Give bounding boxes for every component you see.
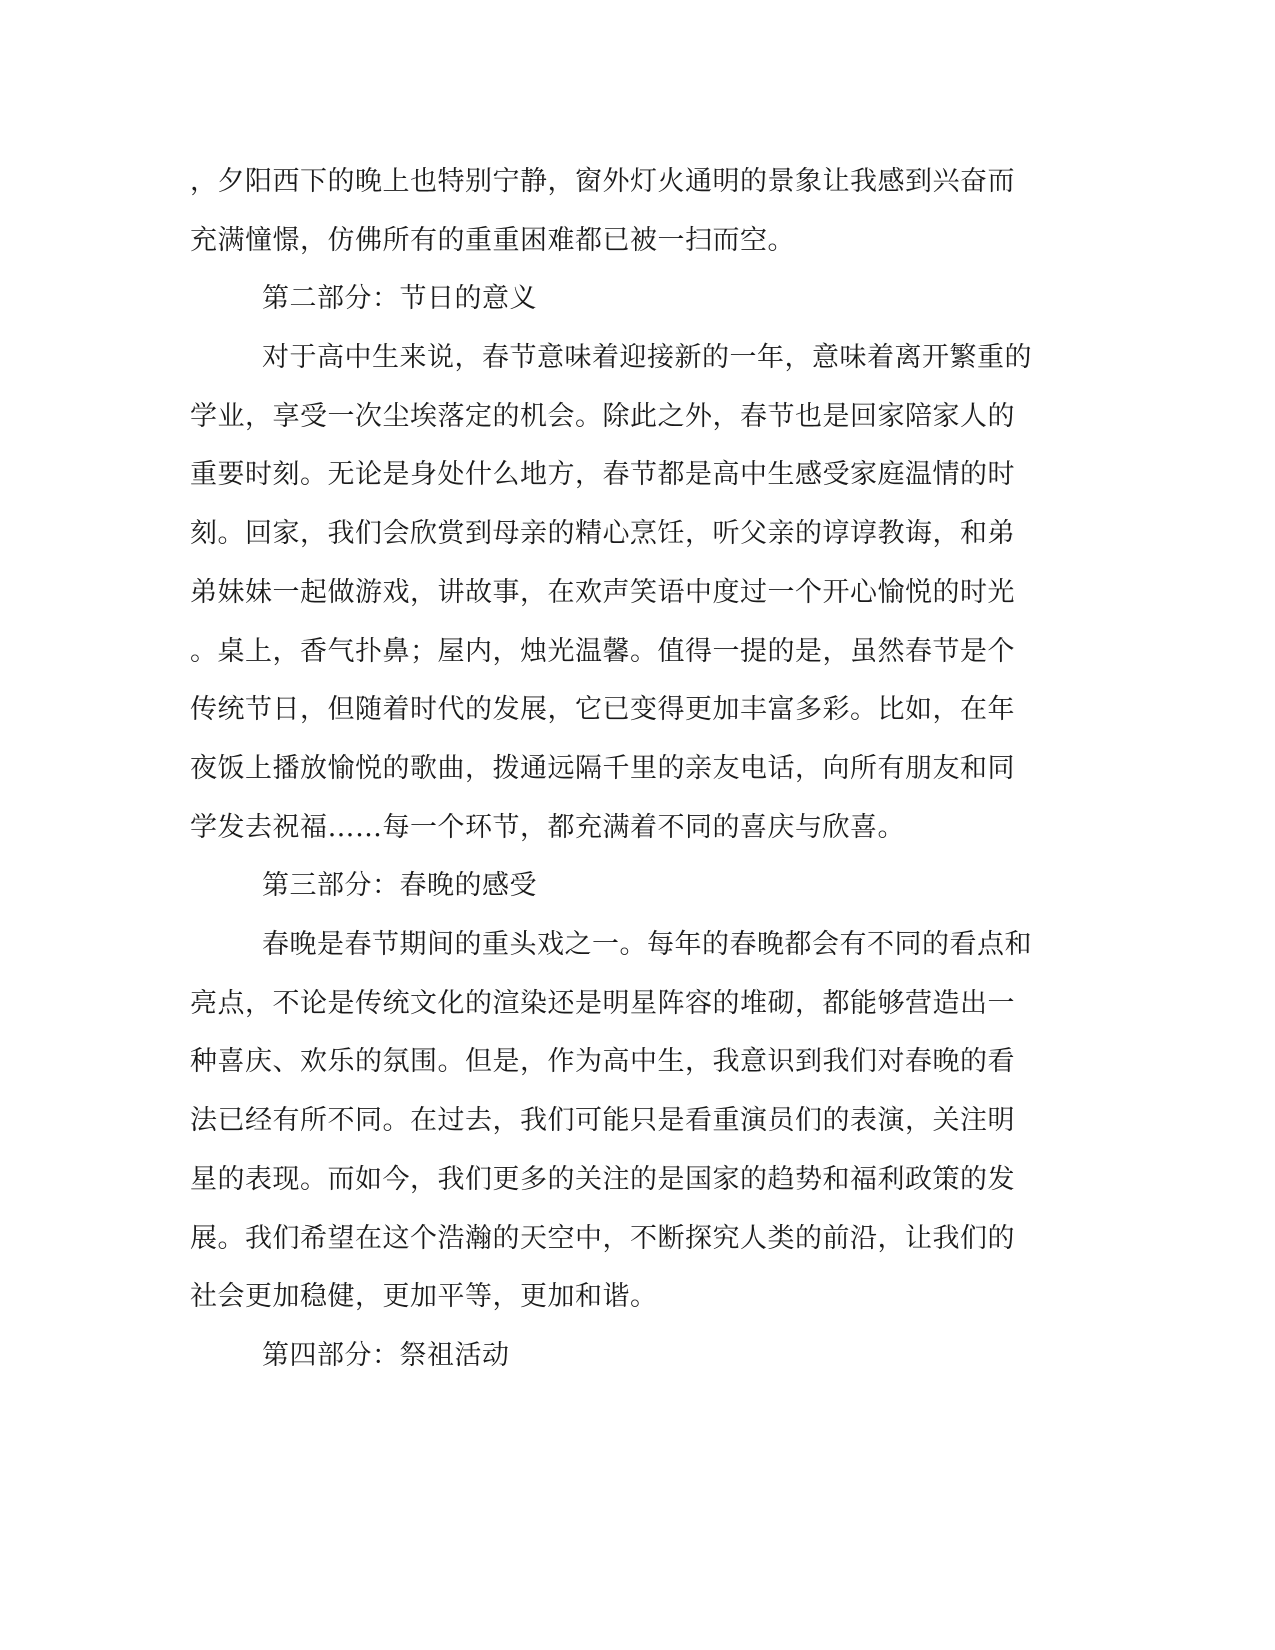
paragraph-line: 。桌上，香气扑鼻；屋内，烛光温馨。值得一提的是，虽然春节是个	[190, 636, 1015, 667]
paragraph-line: 社会更加稳健，更加平等，更加和谐。	[190, 1281, 658, 1312]
section-heading-festival-meaning: 第二部分：节日的意义	[262, 283, 537, 314]
paragraph-line: 展。我们希望在这个浩瀚的天空中，不断探究人类的前沿，让我们的	[190, 1223, 1015, 1254]
paragraph-line: ，夕阳西下的晚上也特别宁静，窗外灯火通明的景象让我感到兴奋而	[190, 166, 1015, 197]
paragraph-line: 刻。回家，我们会欣赏到母亲的精心烹饪，听父亲的谆谆教诲，和弟	[190, 518, 1015, 549]
paragraph-line: 传统节日，但随着时代的发展，它已变得更加丰富多彩。比如，在年	[190, 694, 1015, 725]
paragraph-line: 夜饭上播放愉悦的歌曲，拨通远隔千里的亲友电话，向所有朋友和同	[190, 753, 1015, 784]
paragraph-line: 充满憧憬，仿佛所有的重重困难都已被一扫而空。	[190, 225, 795, 256]
section-heading-ancestor-worship: 第四部分：祭祖活动	[262, 1340, 510, 1371]
paragraph-line: 重要时刻。无论是身处什么地方，春节都是高中生感受家庭温情的时	[190, 459, 1015, 490]
paragraph-line: 亮点，不论是传统文化的渲染还是明星阵容的堆砌，都能够营造出一	[190, 988, 1015, 1019]
paragraph-line: 学业，享受一次尘埃落定的机会。除此之外，春节也是回家陪家人的	[190, 401, 1015, 432]
paragraph-line: 学发去祝福……每一个环节，都充满着不同的喜庆与欣喜。	[190, 812, 905, 843]
paragraph-line: 春晚是春节期间的重头戏之一。每年的春晚都会有不同的看点和	[262, 929, 1032, 960]
paragraph-line: 法已经有所不同。在过去，我们可能只是看重演员们的表演，关注明	[190, 1105, 1015, 1136]
paragraph-line: 星的表现。而如今，我们更多的关注的是国家的趋势和福利政策的发	[190, 1164, 1015, 1195]
section-heading-spring-gala: 第三部分：春晚的感受	[262, 870, 537, 901]
paragraph-line: 对于高中生来说，春节意味着迎接新的一年，意味着离开繁重的	[262, 342, 1032, 373]
paragraph-line: 弟妹妹一起做游戏，讲故事，在欢声笑语中度过一个开心愉悦的时光	[190, 577, 1015, 608]
paragraph-line: 种喜庆、欢乐的氛围。但是，作为高中生，我意识到我们对春晚的看	[190, 1046, 1015, 1077]
